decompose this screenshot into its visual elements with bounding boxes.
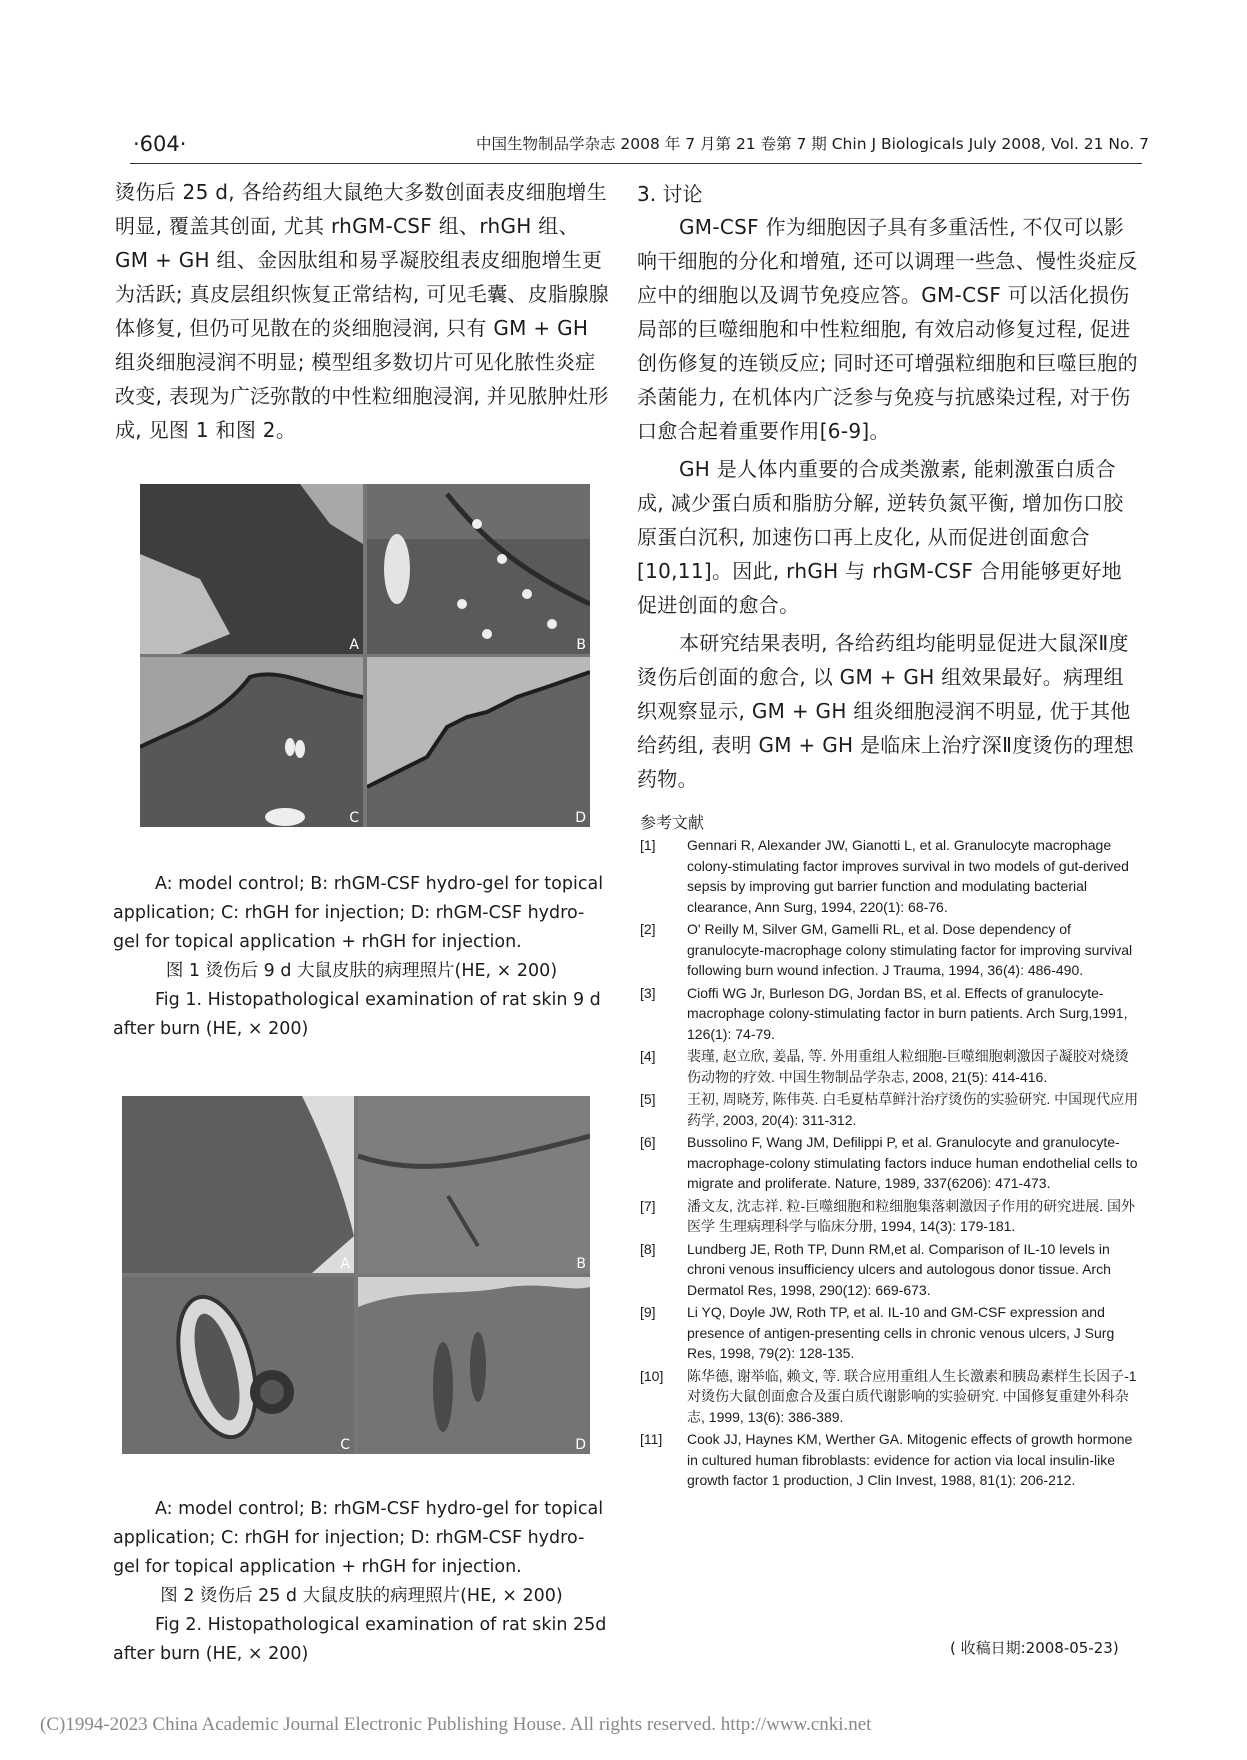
discussion-paragraph: GH 是人体内重要的合成类激素, 能刺激蛋白质合成, 减少蛋白质和脂肪分解, 逆转负氮平衡, 增加伤口胶原蛋白沉积, 加速伤口再上皮化, 从而促进创面愈合[10,11]。因此, rhGH 与 rhGM-CSF 合用能够更好地促进创面的愈合。 (637, 457, 1124, 617)
journal-header: 中国生物制品学杂志 2008 年 7 月第 21 卷第 7 期 Chin J Biologicals July 2008, Vol. 21 No. 7 (476, 135, 1149, 153)
histology-image (358, 1277, 590, 1454)
references-section (640, 810, 1140, 1493)
figure-2 (122, 1096, 590, 1454)
reference-item: [5] 王初, 周晓芳, 陈伟英. 白毛夏枯草鲜汁治疗烫伤的实验研究. 中国现代应用药学, 2003, 20(4): 311-312. (640, 1091, 1139, 1128)
discussion-section (637, 178, 1142, 796)
reference-item: [8] Lundberg JE, Roth TP, Dunn RM,et al. Comparison of IL-10 levels in chroni venous insufficiency ulcers and autologous donor tissue. Arch Dermatol Res, 1998, 290(12): 669-673. (640, 1240, 1111, 1298)
discussion-paragraph: 本研究结果表明, 各给药组均能明显促进大鼠深Ⅱ度烫伤后创面的愈合, 以 GM + GH 组效果最好。病理组织观察显示, GM + GH 组炎细胞浸润不明显, 优于其他给药组, 表明 GM + GH 是临床上治疗深Ⅱ度烫伤的理想药物。 (637, 631, 1135, 791)
left-column-text (115, 175, 610, 447)
header-rule (130, 163, 1142, 164)
figure-1-caption-en: Fig 1. Histopathological examination of rat skin 9 d after burn (HE, × 200) (113, 990, 601, 1039)
reference-item: [1] Gennari R, Alexander JW, Gianotti L, et al. Granulocyte macrophage colony-stimulating factor improves survival in two models of gut-derived sepsis by improving gut barrier function and modulating bacterial clearance, Ann Surg, 1994, 220(1): 68-76. (640, 837, 1129, 915)
reference-item: [11] Cook JJ, Haynes KM, Werther GA. Mitogenic effects of growth hormone in cultured human fibroblasts: evidence for action via local insulin-like growth factor 1 production, J Clin Invest, 1988, 81(1): 206-212. (640, 1431, 1133, 1488)
figure-2-caption-en: Fig 2. Histopathological examination of rat skin 25d after burn (HE, × 200) (113, 1615, 607, 1664)
received-date: ( 收稿日期:2008-05-23) (950, 1639, 1119, 1657)
copyright-footer: (C)1994-2023 China Academic Journal Electronic Publishing House. All rights reserved. http://www.cnki.net (40, 1714, 872, 1735)
panel-letter: D (575, 810, 586, 826)
discussion-paragraph: GM-CSF 作为细胞因子具有多重活性, 不仅可以影响干细胞的分化和增殖, 还可以调理一些急、慢性炎症反应中的细胞以及调节免疫应答。GM-CSF 可以活化损伤局部的巨噬细胞和中性粒细胞, 有效启动修复过程, 促进创伤修复的连锁反应; 同时还可增强粒细胞和巨噬巨胞的杀菌能力, 在机体内广泛参与免疫与抗感染过程, 对于伤口愈合起着重要作用[6-9]。 (637, 215, 1138, 443)
results-paragraph: 烫伤后 25 d, 各给药组大鼠绝大多数创面表皮细胞增生明显, 覆盖其创面, 尤其 rhGM-CSF 组、rhGH 组、GM + GH 组、金因肽组和易孚凝胶组表皮细胞增生更为活跃; 真皮层组织恢复正常结构, 可见毛囊、皮脂腺腺体修复, 但仍可见散在的炎细胞浸润, 只有 GM + GH 组炎细胞浸润不明显; 模型组多数切片可见化脓性炎症改变, 表现为广泛弥散的中性粒细胞浸润, 并见脓肿灶形成, 见图 1 和图 2。 (115, 180, 609, 442)
figure-2-panel-c (122, 1277, 354, 1454)
figure-1-caption-cn: 图 1 烫伤后 9 d 大鼠皮肤的病理照片(HE, × 200) (165, 961, 558, 981)
reference-item: [2] O' Reilly M, Silver GM, Gamelli RL, et al. Dose dependency of granulocyte-macrophage colony stimulating factor for improving survival following burn wound infection. J Trauma, 1994, 36(4): 486-490. (640, 921, 1133, 978)
figure-1-panel-a (140, 484, 363, 654)
panel-letter: D (575, 1437, 586, 1453)
histology-image (122, 1277, 354, 1454)
reference-item: [10] 陈华德, 谢举临, 赖文, 等. 联合应用重组人生长激素和胰岛素样生长因子-1 对烫伤大鼠创面愈合及蛋白质代谢影响的实验研究. 中国修复重建外科杂志, 1999, 13(6): 386-389. (640, 1367, 1137, 1425)
figure-1 (140, 484, 590, 827)
panel-letter: B (576, 1256, 586, 1272)
reference-item: [6] Bussolino F, Wang JM, Defilippi P, et al. Granulocyte and granulocyte-macrophage-colony stimulating factors induce human endothelial cells to migrate and proliferate. Nature, 1989, 337(6206): 471-473. (640, 1134, 1138, 1191)
histology-image (358, 1096, 590, 1273)
panel-letter: A (349, 637, 359, 653)
panel-letter: C (349, 810, 359, 826)
panel-letter: A (340, 1256, 350, 1272)
figure-1-caption (113, 870, 610, 1044)
references-title: 参考文献 (640, 813, 705, 832)
figure-1-panel-b (367, 484, 590, 654)
reference-item: [3] Cioffi WG Jr, Burleson DG, Jordan BS, et al. Effects of granulocyte-macrophage colony-stimulating factor in burn patients. Arch Surg,1991, 126(1): 74-79. (640, 984, 1128, 1042)
histology-image (367, 484, 590, 654)
histology-image (367, 657, 590, 827)
figure-2-panel-b (358, 1096, 590, 1273)
figure-2-caption-cn: 图 2 烫伤后 25 d 大鼠皮肤的病理照片(HE, × 200) (160, 1586, 563, 1606)
figure-2-panel-a (122, 1096, 354, 1273)
figure-2-panel-legend: A: model control; B: rhGM-CSF hydro-gel for topical application; C: rhGH for injection; D: rhGM-CSF hydro-gel for topical application + rhGH for injection. (113, 1499, 604, 1577)
histology-image (140, 484, 363, 654)
panel-letter: B (576, 637, 586, 653)
panel-letter: C (340, 1437, 350, 1453)
figure-1-panel-legend: A: model control; B: rhGM-CSF hydro-gel for topical application; C: rhGH for injection; D: rhGM-CSF hydro-gel for topical application + rhGH for injection. (113, 874, 604, 952)
figure-2-panel-d (358, 1277, 590, 1454)
reference-item: [7] 潘文友, 沈志祥. 粒-巨噬细胞和粒细胞集落刺激因子作用的研究进展. 国外医学 生理病理科学与临床分册, 1994, 14(3): 179-181. (640, 1197, 1135, 1234)
histology-image (140, 657, 363, 827)
figure-2-caption (113, 1495, 610, 1669)
figure-1-panel-c (140, 657, 363, 827)
section-title: 3. 讨论 (637, 182, 703, 206)
histology-image (122, 1096, 354, 1273)
figure-1-panel-d (367, 657, 590, 827)
page-number: ·604· (133, 132, 187, 156)
reference-item: [9] Li YQ, Doyle JW, Roth TP, et al. IL-10 and GM-CSF expression and presence of antigen-presenting cells in chronic venous ulcers, J Surg Res, 1998, 79(2): 128-135. (640, 1304, 1115, 1361)
reference-item: [4] 裴瑾, 赵立欣, 姜晶, 等. 外用重组人粒细胞-巨噬细胞刺激因子凝胶对烧烫伤动物的疗效. 中国生物制品学杂志, 2008, 21(5): 414-416. (640, 1048, 1129, 1085)
